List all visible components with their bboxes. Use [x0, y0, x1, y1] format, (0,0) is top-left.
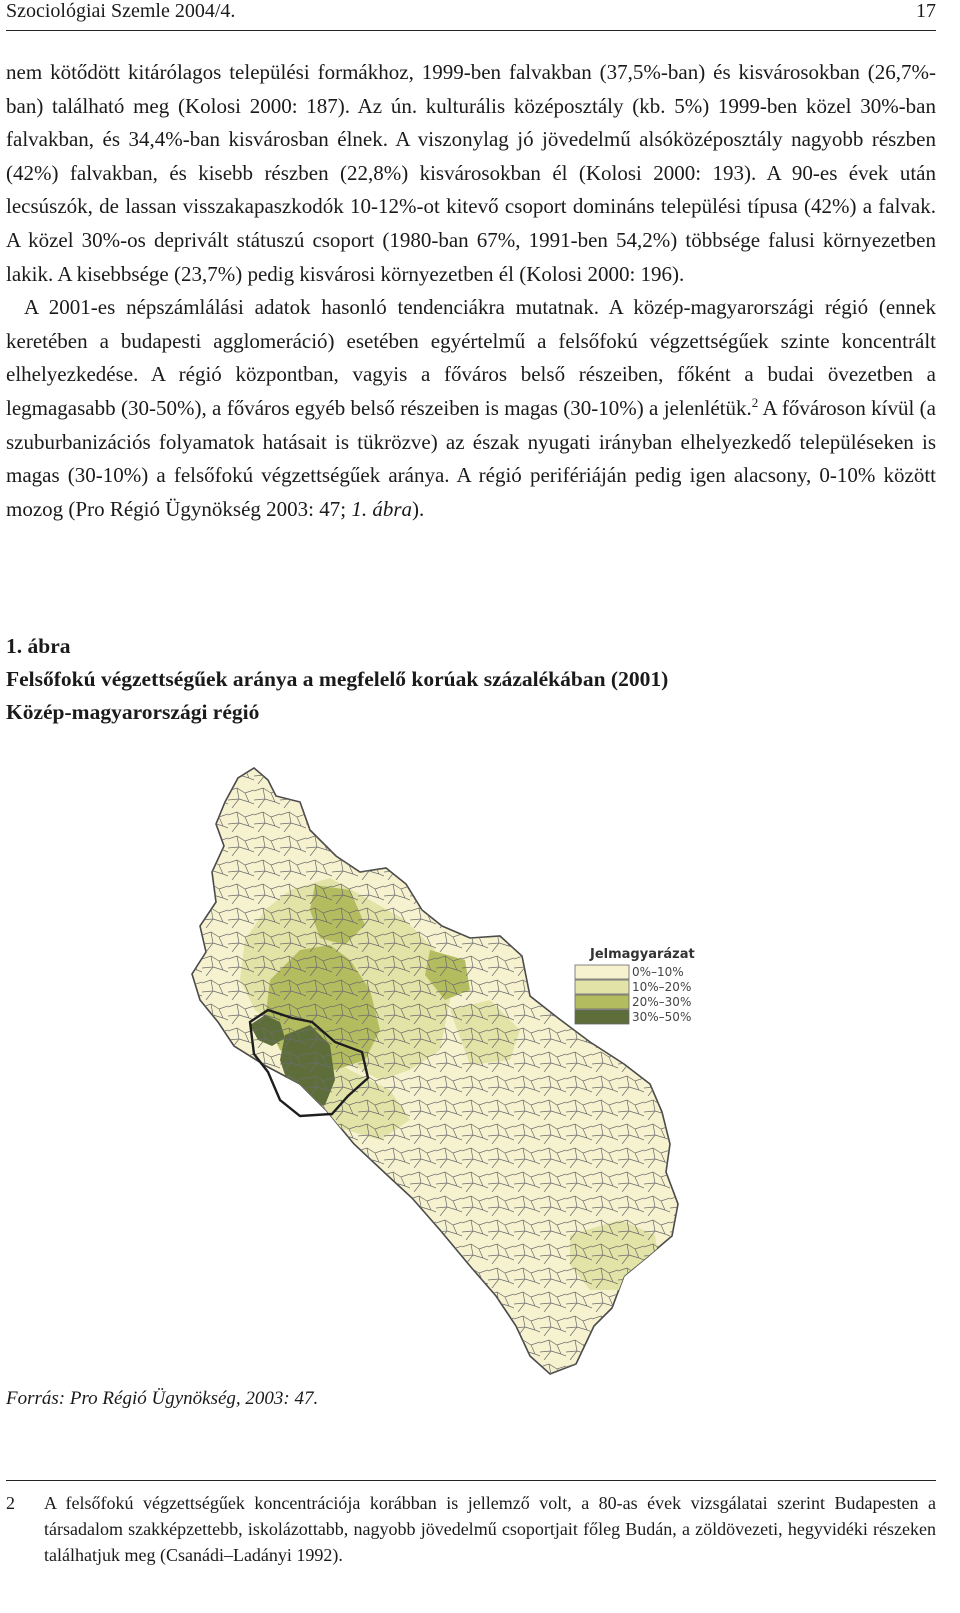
footnote	[6, 1480, 936, 1568]
legend-swatch-10-20	[575, 980, 629, 994]
legend-title: Jelmagyarázat	[590, 947, 695, 962]
figure-caption	[6, 630, 936, 729]
legend-swatch-30-50	[575, 1010, 629, 1024]
legend-label-20-30: 20%–30%	[632, 995, 692, 1009]
paragraph-2-end: ).	[412, 496, 425, 521]
footnote-ref[interactable]: 2	[751, 394, 759, 410]
paragraph-2	[6, 291, 936, 526]
footnote-text: A felsőfokú végzettségűek koncentrációja korábban is jellemző volt, a 80-as évek vizsgálatai szerint Budapesten a társadalom szakképzettebb, iskolázottabb, nagyobb jövedelmű csoportjait főleg Budán, a zöldövezeti, hegyvidéki részeken találhatjuk meg (Csanádi–Ladányi 1992).	[44, 1493, 936, 1565]
legend-label-0-10: 0%–10%	[632, 965, 684, 979]
figure-ref: 1. ábra	[351, 496, 412, 521]
legend-label-30-50: 30%–50%	[632, 1010, 692, 1024]
map-legend	[575, 947, 695, 1024]
paragraph-1: nem kötődött kitárólagos települési formákhoz, 1999-ben falvakban (37,5%-ban) és kisvárosokban (26,7%-ban) található meg (Kolosi 2000: 187). Az ún. kulturális középosztály (kb. 5%) 1999-ben közel 30%-ban falvakban, és 34,4%-ban kisvárosban élnek. A viszonylag jó jövedelmű alsóközéposztály nagyobb részben (42%) falvakban, és kisebb részben (22,8%) kisvárosokban él (Kolosi 2000: 193). A 90-es évek után lecsúszók, de lassan visszakapaszkodók 10-12%-ot kitevő csoport domináns települési típusa (42%) a falvak. A közel 30%-os deprivált státuszú csoport (1980-ban 67%, 1991-ben 54,2%) többsége falusi környezetben lakik. A kisebbsége (23,7%) pedig kisvárosi környezetben él (Kolosi 2000: 196).	[6, 60, 936, 286]
paragraph-2-part-a: A 2001-es népszámlálási adatok hasonló tendenciákra mutatnak. A közép-magyarországi régió (ennek keretében a budapesti agglomeráció) esetében egyértelmű a felsőfokú végzettségűek szinte koncentrált elhelyezkedése. A régió központban, vagyis a főváros belső részeiben, főként a budai övezetben a legmagasabb (30-50%), a főváros egyéb belső részeiben is magas (30-10%) a jelenlétük.	[6, 295, 936, 420]
journal-title: Szociológiai Szemle 2004/4.	[6, 0, 236, 22]
region-map	[150, 760, 810, 1380]
paragraph-2-part-b: A fővároson kívül (a szuburbanizációs folyamatok hatásait is tükrözve) az észak nyugati irányban elhelyezkedő településeken is magas (30-10%) a felsőfokú végzettségűek aránya. A régió perifériáján pedig igen alacsony, 0-10% között mozog (Pro Régió Ügynökség 2003: 47;	[6, 395, 937, 521]
legend-swatch-20-30	[575, 995, 629, 1009]
body-text	[6, 56, 936, 526]
figure-subtitle: Közép-magyarországi régió	[6, 700, 260, 724]
choropleth-map	[150, 760, 810, 1380]
running-header	[6, 0, 936, 31]
figure-source: Forrás: Pro Régió Ügynökség, 2003: 47.	[6, 1388, 319, 1409]
figure-number: 1. ábra	[6, 634, 71, 658]
legend-label-10-20: 10%–20%	[632, 980, 692, 994]
figure-title: Felsőfokú végzettségűek aránya a megfelelő korúak százalékában (2001)	[6, 667, 669, 691]
legend-swatch-0-10	[575, 965, 629, 979]
footnote-number: 2	[6, 1493, 15, 1513]
page-number: 17	[916, 0, 936, 22]
